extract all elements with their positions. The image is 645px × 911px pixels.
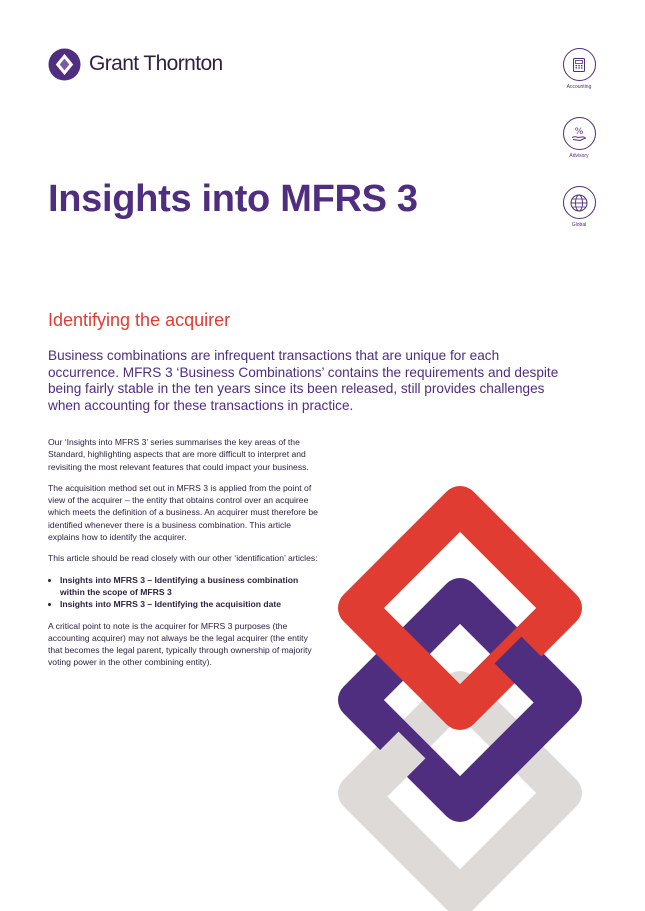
related-articles-list [48,574,323,611]
intro-paragraph: Business combinations are infrequent transactions that are unique for each occurrence. MFRS 3 ‘Business Combinations’ contains the requirements and despite being fairly stable in the ten years since its been released, still provides challenges when accounting for these transactions in practice. [48,348,559,413]
service-label: Global [571,222,587,228]
body-paragraph: The acquisition method set out in MFRS 3 is applied from the point of view of the acquirer – the entity that obtains control over an acquiree which meets the definition of a business. An acquirer must therefore be identified whenever there is a business combination. This article explains how to identify the acquirer. [48,482,318,543]
section-subtitle: Identifying the acquirer [48,310,231,330]
service-advisory [560,117,598,159]
service-global [560,186,598,228]
list-item: • Insights into MFRS 3 – Identifying a business combination within the scope of MFRS 3 [60,574,323,599]
svg-text:%: % [574,126,584,137]
interlocking-diamonds-graphic [300,470,645,911]
body-paragraph: This article should be read closely with our other ‘identification’ articles: [48,553,318,564]
percent-hand-icon [570,125,588,143]
body-paragraph: A critical point to note is the acquirer for MFRS 3 purposes (the accounting acquirer) may not always be the legal acquirer (the entity that becomes the legal parent, typically through ownership of majority voting power in the other combining entity). [48,620,312,668]
list-item: • Insights into MFRS 3 – Identifying the acquisition date [60,598,323,610]
globe-icon [569,193,589,213]
calculator-icon [571,57,587,73]
grant-thornton-logo [48,47,223,81]
body-text [48,436,323,678]
logo-mark-icon [48,48,81,81]
page-title: Insights into MFRS 3 [48,178,418,220]
service-label: Accounting [566,84,592,90]
service-accounting [560,48,598,90]
body-paragraph: Our ‘Insights into MFRS 3’ series summarises the key areas of the Standard, highlighting aspects that are more difficult to interpret and revisiting the most relevant features that could impact your business. [48,437,309,472]
service-label: Advisory [569,153,589,159]
logo-text: Grant Thornton [89,52,223,75]
